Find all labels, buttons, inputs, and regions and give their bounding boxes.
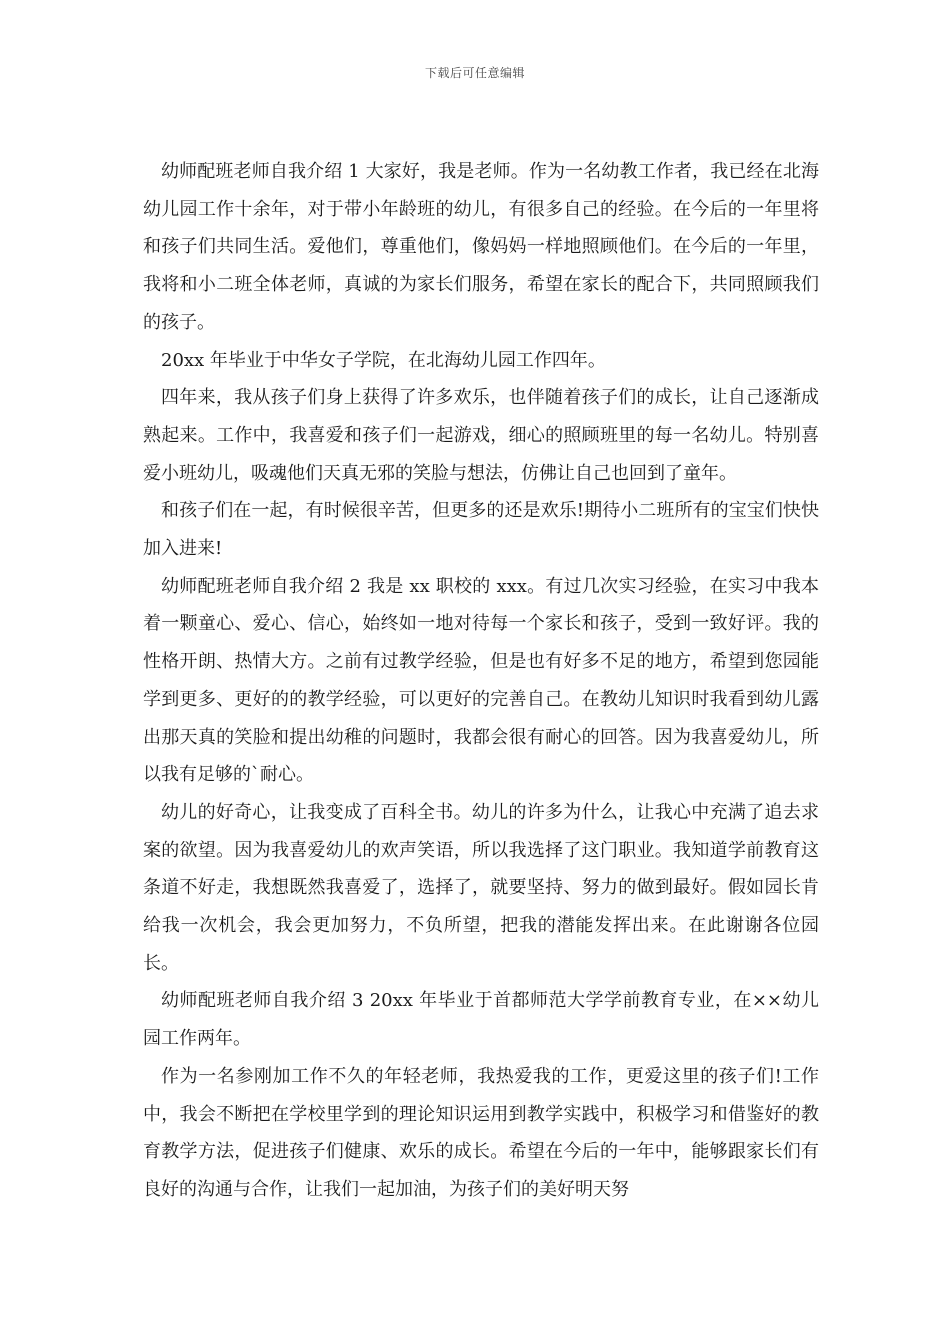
paragraph-curiosity: 幼儿的好奇心，让我变成了百科全书。幼儿的许多为什么，让我心中充满了追去求案的欲望。因为我喜爱幼儿的欢声笑语，所以我选择了这门职业。我知道学前教育这条道不好走，我想既然我喜爱了，选择了，就要坚持、努力的做到最好。假如园长肯给我一次机会，我会更加努力，不负所望，把我的潜能发挥出来。在此谢谢各位园长。 bbox=[143, 801, 819, 974]
paragraph-intro-3: 幼师配班老师自我介绍 3 20xx 年毕业于首都师范大学学前教育专业，在××幼儿园工作两年。 bbox=[143, 990, 819, 1050]
paragraph-four-years: 四年来，我从孩子们身上获得了许多欢乐，也伴随着孩子们的成长，让自己逐渐成熟起来。工作中，我喜爱和孩子们一起游戏，细心的照顾班里的每一名幼儿。特别喜爱小班幼儿，吸魂他们天真无邪的笑脸与想法，仿佛让自己也回到了童年。 bbox=[143, 387, 819, 484]
page-header: 下载后可任意编辑 bbox=[424, 66, 525, 80]
paragraph-young-teacher: 作为一名参刚加工作不久的年轻老师，我热爱我的工作，更爱这里的孩子们!工作中，我会不断把在学校里学到的理论知识运用到教学实践中，积极学习和借鉴好的教育教学方法，促进孩子们健康、欢乐的成长。希望在今后的一年中，能够跟家长们有良好的沟通与合作，让我们一起加油，为孩子们的美好明天努 bbox=[143, 1065, 819, 1200]
paragraph-graduation: 20xx 年毕业于中华女子学院，在北海幼儿园工作四年。 bbox=[161, 349, 606, 371]
document-body bbox=[143, 153, 819, 1209]
paragraph-intro-2: 幼师配班老师自我介绍 2 我是 xx 职校的 xxx。有过几次实习经验，在实习中我本着一颗童心、爱心、信心，始终如一地对待每一个家长和孩子，受到一致好评。我的性格开朗、热情大方。之前有过教学经验，但是也有好多不足的地方，希望到您园能学到更多、更好的的教学经验，可以更好的完善自己。在教幼儿知识时我看到幼儿露出那天真的笑脸和提出幼稚的问题时，我都会很有耐心的回答。因为我喜爱幼儿，所以我有足够的`耐心。 bbox=[143, 575, 819, 786]
paragraph-with-children: 和孩子们在一起，有时候很辛苦，但更多的还是欢乐!期待小二班所有的宝宝们快快加入进来! bbox=[143, 500, 819, 560]
paragraph-intro-1: 幼师配班老师自我介绍 1 大家好，我是老师。作为一名幼教工作者，我已经在北海幼儿园工作十余年，对于带小年龄班的幼儿，有很多自己的经验。在今后的一年里将和孩子们共同生活。爱他们，尊重他们，像妈妈一样地照顾他们。在今后的一年里，我将和小二班全体老师，真诚的为家长们服务，希望在家长的配合下，共同照顾我们的孩子。 bbox=[143, 161, 819, 333]
